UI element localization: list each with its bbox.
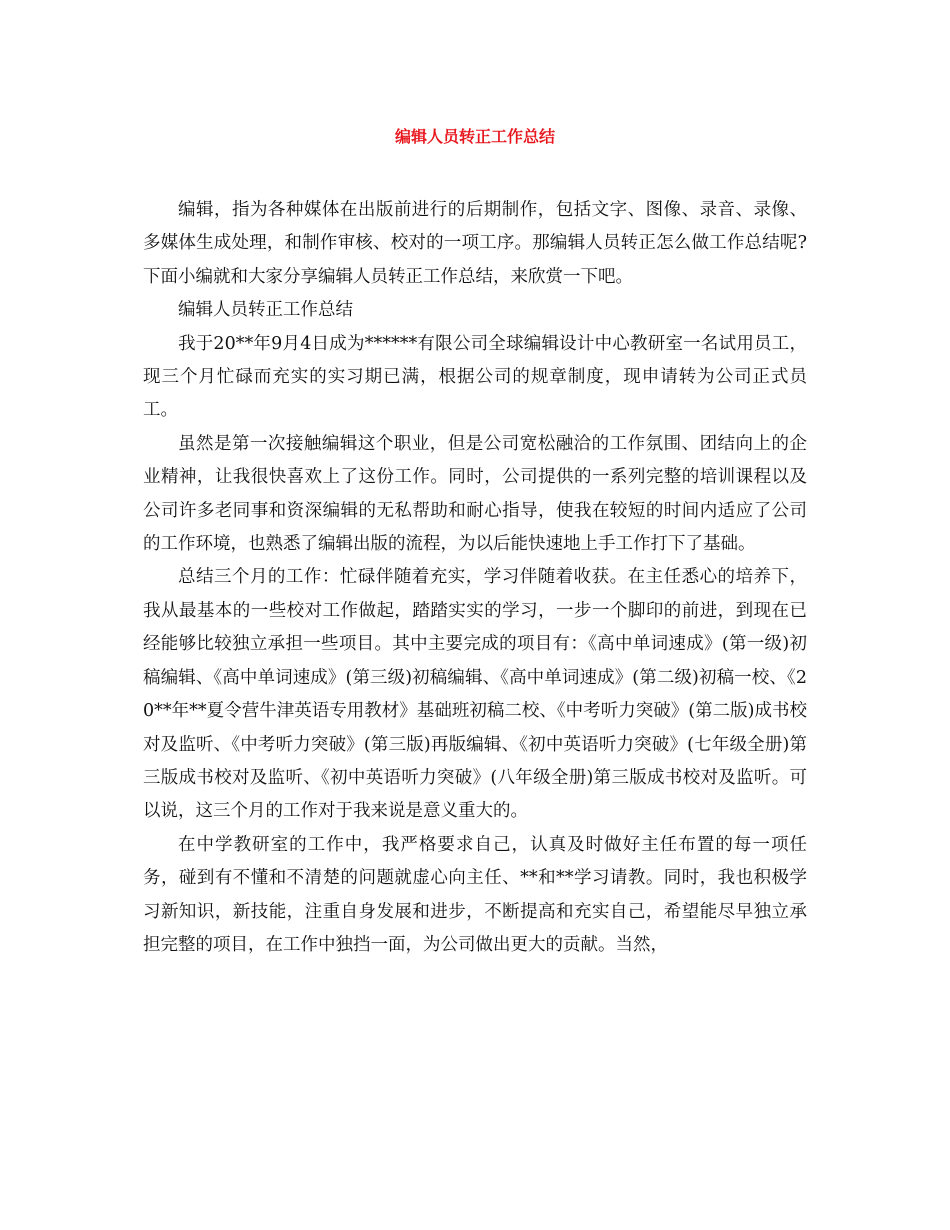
paragraph-intro: 编辑，指为各种媒体在出版前进行的后期制作，包括文字、图像、录音、录像、多媒体生成处理，和制作审核、校对的一项工序。那编辑人员转正怎么做工作总结呢?下面小编就和大家分享编辑人员转正工作总结，来欣赏一下吧。 [143, 200, 807, 287]
paragraph-subtitle: 编辑人员转正工作总结 [178, 300, 353, 321]
paragraph-application: 我于20**年9月4日成为******有限公司全球编辑设计中心教研室一名试用员工，现三个月忙碌而充实的实习期已满，根据公司的规章制度，现申请转为公司正式员工。 [143, 333, 807, 421]
paragraph-work-attitude: 在中学教研室的工作中，我严格要求自己，认真及时做好主任布置的每一项任务，碰到有不懂和不清楚的问题就虚心向主任、**和**学习请教。同时，我也积极学习新知识，新技能，注重自身发展和进步，不断提高和充实自己，希望能尽早独立承担完整的项目，在工作中独挡一面，为公司做出更大的贡献。当然， [143, 834, 807, 955]
document-title: 编辑人员转正工作总结 [394, 127, 555, 146]
paragraph-summary: 总结三个月的工作：忙碌伴随着充实，学习伴随着收获。在主任悉心的培养下，我从最基本的一些校对工作做起，踏踏实实的学习，一步一个脚印的前进，到现在已经能够比较独立承担一些项目。其中主要完成的项目有：《高中单词速成》(第一级)初稿编辑、《高中单词速成》(第三级)初稿编辑、《高中单词速成》(第二级)初稿一校、《20**年**夏令营牛津英语专用教材》基础班初稿二校、《中考听力突破》(第二版)成书校对及监听、《中考听力突破》(第三版)再版编辑、《初中英语听力突破》(七年级全册)第三版成书校对及监听、《初中英语听力突破》(八年级全册)第三版成书校对及监听。可以说，这三个月的工作对于我来说是意义重大的。 [143, 567, 807, 822]
document-body [143, 194, 807, 962]
paragraph-experience: 虽然是第一次接触编辑这个职业，但是公司宽松融洽的工作氛围、团结向上的企业精神，让我很快喜欢上了这份工作。同时，公司提供的一系列完整的培训课程以及公司许多老同事和资深编辑的无私帮助和耐心指导，使我在较短的时间内适应了公司的工作环境，也熟悉了编辑出版的流程，为以后能快速地上手工作打下了基础。 [143, 433, 807, 555]
